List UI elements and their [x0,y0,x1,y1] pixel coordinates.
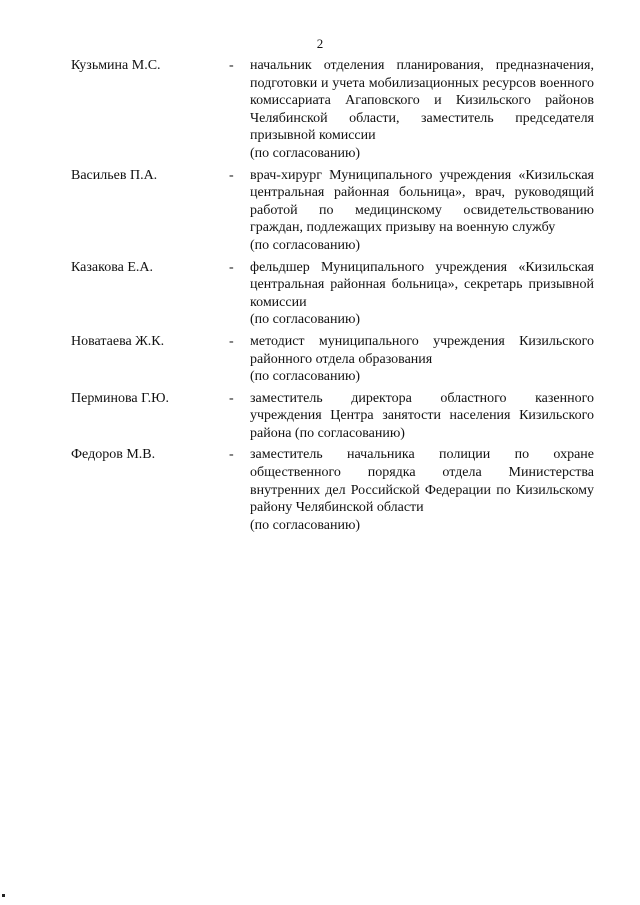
member-entry [0,446,640,534]
member-name: Новатаева Ж.К. [71,333,165,349]
member-entry [0,259,640,329]
dash-separator: - [229,390,234,406]
dash-separator: - [229,167,234,183]
page-number: 2 [316,36,324,51]
dash-separator: - [229,58,234,73]
member-position: фельдшер Муниципального учреждения «Кизильская центральная районная больница», секретарь призывной комиссии [250,259,594,310]
approval-note: (по согласованию) [250,145,361,161]
dash-separator: - [229,447,234,463]
member-name: Кузьмина М.С. [71,58,161,73]
dash-separator: - [229,259,234,275]
member-entry [0,390,640,443]
approval-note: (по согласованию) [250,369,361,385]
member-position: заместитель директора областного казенного учреждения Центра занятости населения Кизильского района (по согласованию) [250,390,594,441]
commission-member-list [0,57,640,538]
member-entry [0,333,640,386]
member-entry [0,167,640,255]
dash-separator: - [229,333,234,349]
approval-note: (по согласованию) [250,517,361,533]
member-position: начальник отделения планирования, предназначения, подготовки и учета мобилизационных ресурсов военного комиссариата Агаповского и Кизильского районов Челябинской области, заместитель председателя призывной комиссии [250,58,594,144]
member-name: Васильев П.А. [71,167,158,183]
member-name: Федоров М.В. [71,447,156,463]
member-name: Казакова Е.А. [71,259,154,275]
member-position: методист муниципального учреждения Кизильского районного отдела образования [250,333,594,367]
approval-note: (по согласованию) [250,312,361,328]
member-entry [0,57,640,163]
member-position: врач-хирург Муниципального учреждения «Кизильская центральная районная больница», врач, руководящий работой по медицинскому освидетельствованию граждан, подлежащих призыву на военную службу [250,167,594,236]
scan-edge-mark [2,894,5,897]
member-position: заместитель начальника полиции по охране общественного порядка отдела Министерства внутренних дел Российской Федерации по Кизильскому району Челябинской области [250,447,594,516]
member-name: Перминова Г.Ю. [71,390,169,406]
approval-note: (по согласованию) [250,237,361,253]
